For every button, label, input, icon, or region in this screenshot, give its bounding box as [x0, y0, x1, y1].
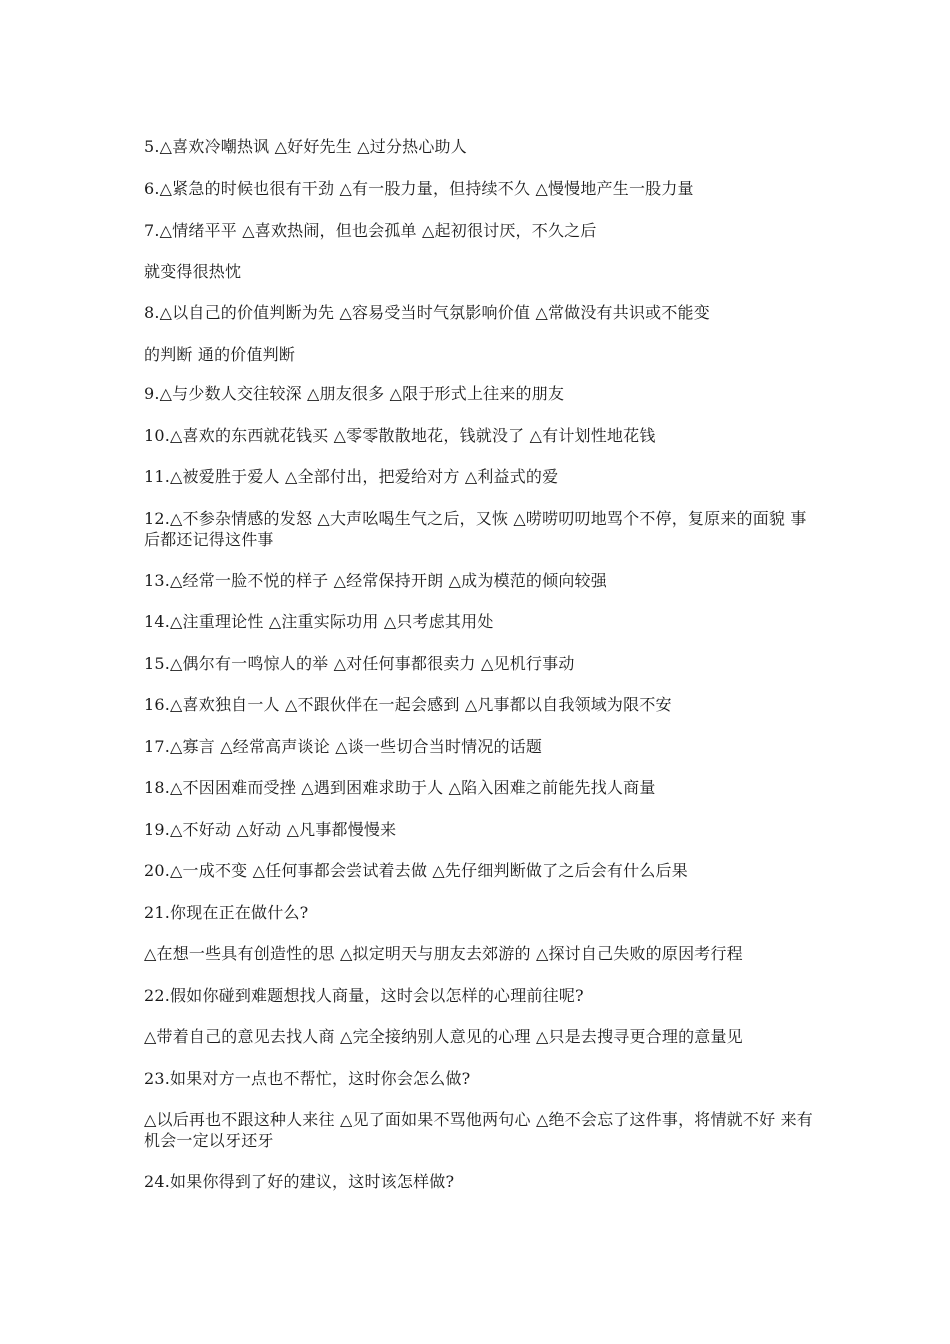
question-8-continuation: 的判断 通的价值判断 — [144, 345, 296, 364]
question-15: 15.△偶尔有一鸣惊人的举 △对任何事都很卖力 △见机行事动 — [144, 654, 575, 673]
question-18: 18.△不因困难而受挫 △遇到困难求助于人 △陷入困难之前能先找人商量 — [144, 778, 656, 797]
question-5: 5.△喜欢冷嘲热讽 △好好先生 △过分热心助人 — [144, 137, 467, 156]
question-14: 14.△注重理论性 △注重实际功用 △只考虑其用处 — [144, 612, 494, 631]
question-17: 17.△寡言 △经常高声谈论 △谈一些切合当时情况的话题 — [144, 737, 543, 756]
question-24: 24.如果你得到了好的建议，这时该怎样做? — [144, 1172, 455, 1191]
question-7-continuation: 就变得很热忱 — [144, 262, 242, 281]
question-23-options: △以后再也不跟这种人来往 △见了面如果不骂他两句心 △绝不会忘了这件事，将情就不好 来有机会一定以牙还牙 — [144, 1110, 813, 1150]
question-12: 12.△不参杂情感的发怒 △大声吆喝生气之后，又恢 △唠唠叨叨地骂个不停，复原来的面貌 事后都还记得这件事 — [144, 509, 807, 549]
question-10: 10.△喜欢的东西就花钱买 △零零散散地花，钱就没了 △有计划性地花钱 — [144, 426, 656, 445]
question-6: 6.△紧急的时候也很有干劲 △有一股力量，但持续不久 △慢慢地产生一股力量 — [144, 179, 694, 198]
question-22: 22.假如你碰到难题想找人商量，这时会以怎样的心理前往呢? — [144, 986, 584, 1005]
question-11: 11.△被爱胜于爱人 △全部付出，把爱给对方 △利益式的爱 — [144, 467, 559, 486]
question-22-options: △带着自己的意见去找人商 △完全接纳别人意见的心理 △只是去搜寻更合理的意量见 — [144, 1027, 743, 1046]
question-21: 21.你现在正在做什么? — [144, 903, 309, 922]
question-9: 9.△与少数人交往较深 △朋友很多 △限于形式上往来的朋友 — [144, 384, 565, 403]
question-8: 8.△以自己的价值判断为先 △容易受当时气氛影响价值 △常做没有共识或不能变 — [144, 303, 710, 322]
question-20: 20.△一成不变 △任何事都会尝试着去做 △先仔细判断做了之后会有什么后果 — [144, 861, 688, 880]
question-13: 13.△经常一脸不悦的样子 △经常保持开朗 △成为模范的倾向较强 — [144, 571, 607, 590]
question-21-options: △在想一些具有创造性的思 △拟定明天与朋友去郊游的 △探讨自己失败的原因考行程 — [144, 944, 743, 963]
question-19: 19.△不好动 △好动 △凡事都慢慢来 — [144, 820, 397, 839]
question-16: 16.△喜欢独自一人 △不跟伙伴在一起会感到 △凡事都以自我领域为限不安 — [144, 695, 672, 714]
question-23: 23.如果对方一点也不帮忙，这时你会怎么做? — [144, 1069, 471, 1088]
question-7: 7.△情绪平平 △喜欢热闹，但也会孤单 △起初很讨厌，不久之后 — [144, 221, 597, 240]
